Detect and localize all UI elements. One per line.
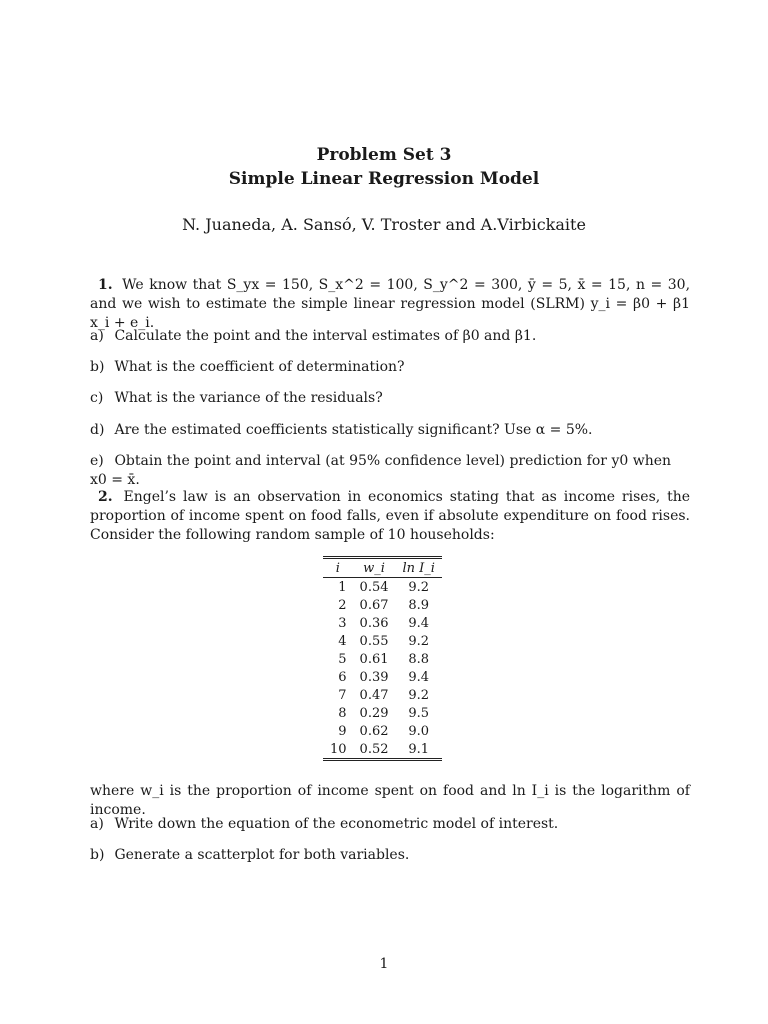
- list-item: [90, 815, 690, 834]
- problem-1-intro: 1. We know that S_yx = 150, S_x^2 = 100, S_y^2 = 300, ȳ = 5, x̄ = 15, n = 30, and we wish to estimate the simple linear regression model (SLRM) y_i = β0 + β1 x_i + e_i.: [90, 277, 691, 331]
- item-label: d): [90, 422, 105, 438]
- problem-2-intro: [90, 488, 690, 545]
- item-label: a): [90, 816, 104, 832]
- table-cell: 0.52: [359, 741, 389, 757]
- table-row: [323, 578, 442, 597]
- table-row: [323, 704, 442, 722]
- problem-number: 1.: [98, 277, 113, 293]
- list-item: [90, 452, 690, 490]
- item-text: Obtain the point and interval (at 95% confidence level) prediction for y0 when x0 = x̄.: [90, 453, 672, 488]
- table-cell: 9.4: [408, 615, 430, 631]
- table-cell: 0.54: [359, 579, 389, 595]
- table-cell: 9.4: [408, 669, 430, 685]
- item-text: Write down the equation of the econometric model of interest.: [114, 816, 559, 832]
- item-text: Calculate the point and the interval estimates of β0 and β1.: [114, 328, 537, 344]
- problem-1-model: y_i = β0 + β1 x_i + e_i: [90, 296, 690, 331]
- item-text: Are the estimated coefficients statistically significant? Use α = 5%.: [114, 422, 593, 438]
- table-cell: 5: [338, 651, 347, 667]
- item-text: Generate a scatterplot for both variables.: [114, 847, 410, 863]
- table-cell: 0.67: [359, 597, 389, 613]
- table-cell: 0.61: [359, 651, 389, 667]
- table-cell: 9.2: [408, 579, 430, 595]
- table-header-row: [323, 558, 442, 578]
- table-row: [323, 740, 442, 760]
- table-row: [323, 596, 442, 614]
- table-cell: 0.47: [359, 687, 389, 703]
- data-table: [323, 556, 442, 761]
- table-cell: 9: [338, 723, 347, 739]
- list-item: [90, 327, 690, 346]
- table-cell: 6: [338, 669, 347, 685]
- column-header: ln I_i: [396, 558, 442, 578]
- page-title: Problem Set 3: [316, 145, 452, 165]
- table-cell: 9.5: [408, 705, 430, 721]
- item-label: a): [90, 328, 104, 344]
- table-cell: 8.8: [408, 651, 430, 667]
- after-table-text: where w_i is the proportion of income spent on food and ln I_i is the logarithm of income.: [90, 783, 690, 818]
- problem-1-intro-end: , and we wish to estimate the simple linear regression model (SLRM): [90, 277, 691, 312]
- problem-1-intro-text: We know that: [122, 277, 222, 293]
- table-cell: 2: [338, 597, 347, 613]
- table-cell: 10: [330, 741, 347, 757]
- list-item: [90, 846, 690, 865]
- table-row: [323, 722, 442, 740]
- table-cell: 0.36: [359, 615, 389, 631]
- item-text: What is the coefficient of determination?: [114, 359, 405, 375]
- list-item: [90, 358, 690, 377]
- table-cell: 1: [338, 579, 347, 595]
- item-label: b): [90, 359, 105, 375]
- table-cell: 0.39: [359, 669, 389, 685]
- table-cell: 9.2: [408, 633, 430, 649]
- item-label: c): [90, 390, 104, 406]
- table-cell: 0.55: [359, 633, 389, 649]
- item-text: What is the variance of the residuals?: [114, 390, 383, 406]
- problem-2-intro-text: Engel’s law is an observation in economics stating that as income rises, the proportion of income spent on food falls, even if absolute expenditure on food rises. Consider the following random sample of 10 households:: [90, 489, 691, 543]
- item-label: b): [90, 847, 105, 863]
- table-cell: 8: [338, 705, 347, 721]
- table-row: [323, 668, 442, 686]
- table-cell: 7: [338, 687, 347, 703]
- item-label: e): [90, 453, 104, 469]
- table-cell: 8.9: [408, 597, 430, 613]
- table-row: [323, 614, 442, 632]
- authors-line: N. Juaneda, A. Sansó, V. Troster and A.Virbickaite: [182, 215, 586, 234]
- problem-1-stats: S_yx = 150, S_x^2 = 100, S_y^2 = 300, ȳ = 5, x̄ = 15, n = 30: [226, 277, 686, 293]
- problem-number: 2.: [98, 489, 113, 505]
- page-number: 1: [379, 956, 389, 972]
- table-row: [323, 632, 442, 650]
- table-cell: 3: [338, 615, 347, 631]
- table-cell: 9.1: [408, 741, 430, 757]
- table-cell: 9.2: [408, 687, 430, 703]
- table-cell: 0.29: [359, 705, 389, 721]
- column-header: i: [323, 558, 353, 578]
- column-header: w_i: [353, 558, 396, 578]
- table-row: [323, 686, 442, 704]
- table-cell: 9.0: [408, 723, 430, 739]
- list-item: [90, 421, 690, 440]
- table-cell: 4: [338, 633, 347, 649]
- page-subtitle: Simple Linear Regression Model: [228, 169, 540, 189]
- table-cell: 0.62: [359, 723, 389, 739]
- list-item: [90, 389, 690, 408]
- table-row: [323, 650, 442, 668]
